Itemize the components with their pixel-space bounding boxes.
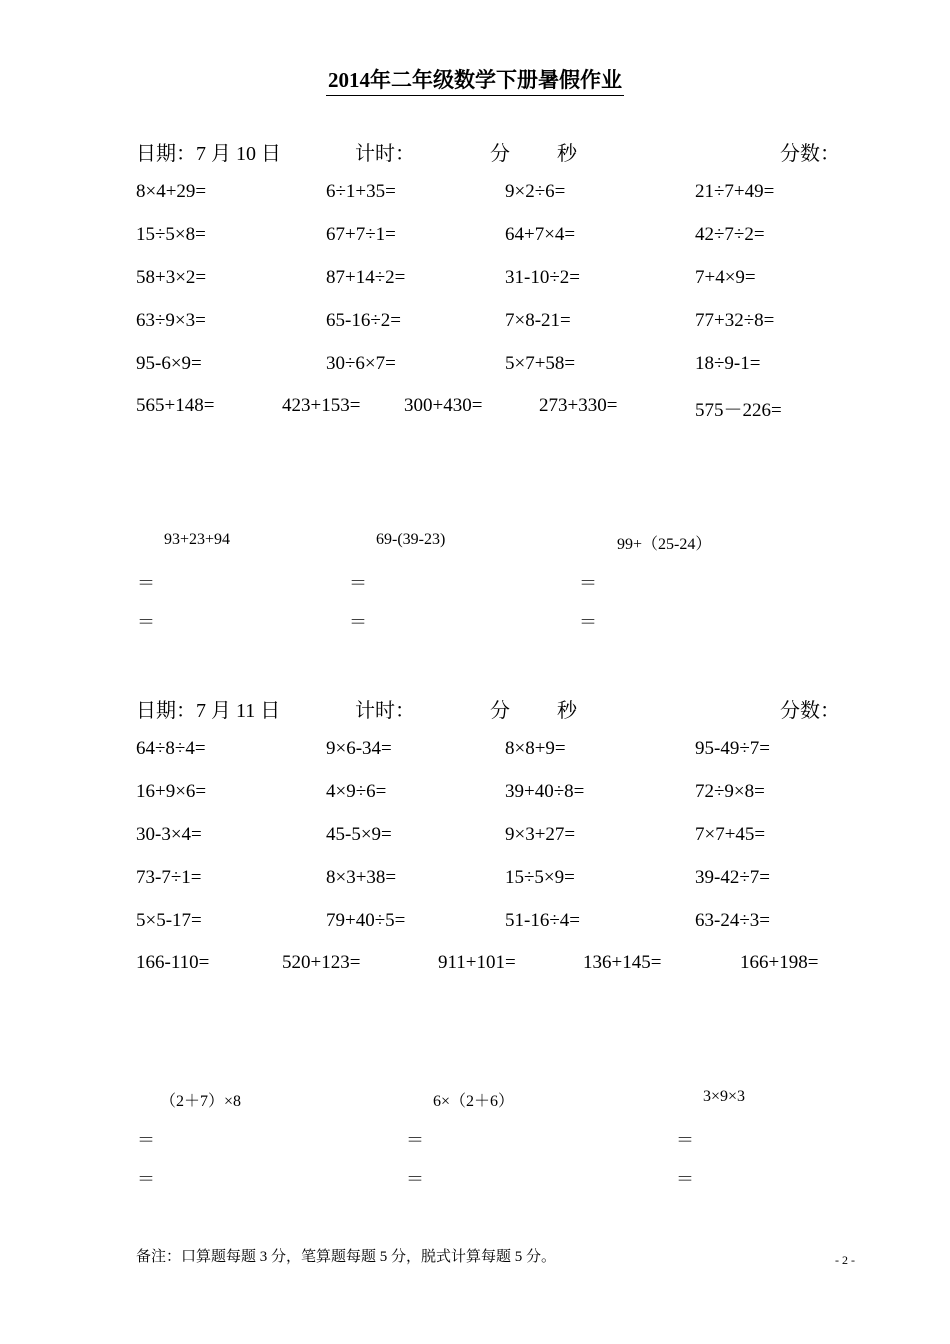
oral-problem: 73-7÷1=: [136, 867, 202, 888]
written-problem: 520+123=: [282, 952, 361, 973]
oral-problem: 5×7+58=: [505, 353, 576, 374]
equals-sign: ＝: [676, 1169, 694, 1189]
oral-problem: 9×6-34=: [326, 738, 392, 759]
oral-problem: 9×3+27=: [505, 824, 576, 845]
score-label: 分数：: [780, 700, 840, 722]
oral-problem: 7+4×9=: [695, 267, 756, 288]
oral-problem: 8×8+9=: [505, 738, 566, 759]
oral-problem: 9×2÷6=: [505, 181, 566, 202]
minute-label: 分: [490, 700, 510, 722]
oral-problem: 15÷5×9=: [505, 867, 575, 888]
oral-problem: 63÷9×3=: [136, 310, 206, 331]
second-label: 秒: [557, 143, 577, 165]
oral-problem: 8×4+29=: [136, 181, 207, 202]
oral-problem: 77+32÷8=: [695, 310, 775, 331]
score-label: 分数：: [780, 143, 840, 165]
oral-problem: 7×7+45=: [695, 824, 766, 845]
oral-problem: 31-10÷2=: [505, 267, 580, 288]
oral-problem: 95-49÷7=: [695, 738, 770, 759]
timer-label: 计时：: [355, 700, 415, 722]
oral-problem: 7×8-21=: [505, 310, 571, 331]
written-problem: 575－226=: [695, 400, 782, 421]
equals-sign: ＝: [349, 612, 367, 632]
minute-label: 分: [490, 143, 510, 165]
stepwise-expression: （2＋7）×8: [160, 1093, 242, 1110]
written-problem: 565+148=: [136, 395, 215, 416]
written-problem: 166-110=: [136, 952, 210, 973]
equals-sign: ＝: [676, 1130, 694, 1150]
equals-sign: ＝: [406, 1130, 424, 1150]
timer-label: 计时：: [355, 143, 415, 165]
oral-problem: 58+3×2=: [136, 267, 207, 288]
written-problem: 273+330=: [539, 395, 618, 416]
oral-problem: 6÷1+35=: [326, 181, 396, 202]
stepwise-expression: 69-(39-23): [376, 531, 446, 548]
equals-sign: ＝: [579, 612, 597, 632]
oral-problem: 5×5-17=: [136, 910, 202, 931]
oral-problem: 39-42÷7=: [695, 867, 770, 888]
written-problem: 300+430=: [404, 395, 483, 416]
oral-problem: 15÷5×8=: [136, 224, 206, 245]
equals-sign: ＝: [579, 573, 597, 593]
written-problem: 166+198=: [740, 952, 819, 973]
oral-problem: 4×9÷6=: [326, 781, 387, 802]
oral-problem: 63-24÷3=: [695, 910, 770, 931]
oral-problem: 30÷6×7=: [326, 353, 396, 374]
date-label: 日期：7 月 10 日: [136, 143, 281, 165]
date-label: 日期：7 月 11 日: [136, 700, 281, 722]
written-problem: 911+101=: [438, 952, 516, 973]
page-title-text: 2014年二年级数学下册暑假作业: [326, 68, 624, 96]
equals-sign: ＝: [349, 573, 367, 593]
equals-sign: ＝: [137, 1169, 155, 1189]
oral-problem: 42÷7÷2=: [695, 224, 765, 245]
oral-problem: 79+40÷5=: [326, 910, 406, 931]
oral-problem: 87+14÷2=: [326, 267, 406, 288]
oral-problem: 18÷9-1=: [695, 353, 761, 374]
equals-sign: ＝: [406, 1169, 424, 1189]
oral-problem: 45-5×9=: [326, 824, 392, 845]
oral-problem: 95-6×9=: [136, 353, 202, 374]
stepwise-expression: 93+23+94: [164, 531, 231, 548]
stepwise-expression: 6×（2＋6）: [433, 1093, 515, 1110]
written-problem: 423+153=: [282, 395, 361, 416]
oral-problem: 30-3×4=: [136, 824, 202, 845]
equals-sign: ＝: [137, 1130, 155, 1150]
oral-problem: 39+40÷8=: [505, 781, 585, 802]
second-label: 秒: [557, 700, 577, 722]
oral-problem: 64÷8÷4=: [136, 738, 206, 759]
stepwise-expression: 99+（25-24）: [617, 536, 712, 553]
oral-problem: 16+9×6=: [136, 781, 207, 802]
oral-problem: 21÷7+49=: [695, 181, 775, 202]
oral-problem: 64+7×4=: [505, 224, 576, 245]
page-number: - 2 -: [835, 1253, 855, 1267]
oral-problem: 51-16÷4=: [505, 910, 580, 931]
oral-problem: 67+7÷1=: [326, 224, 396, 245]
equals-sign: ＝: [137, 612, 155, 632]
oral-problem: 8×3+38=: [326, 867, 397, 888]
written-problem: 136+145=: [583, 952, 662, 973]
oral-problem: 65-16÷2=: [326, 310, 401, 331]
stepwise-expression: 3×9×3: [703, 1088, 746, 1105]
oral-problem: 72÷9×8=: [695, 781, 765, 802]
footnote: 备注：口算题每题 3 分，笔算题每题 5 分，脱式计算每题 5 分。: [136, 1249, 557, 1265]
equals-sign: ＝: [137, 573, 155, 593]
page-title: [0, 64, 950, 94]
